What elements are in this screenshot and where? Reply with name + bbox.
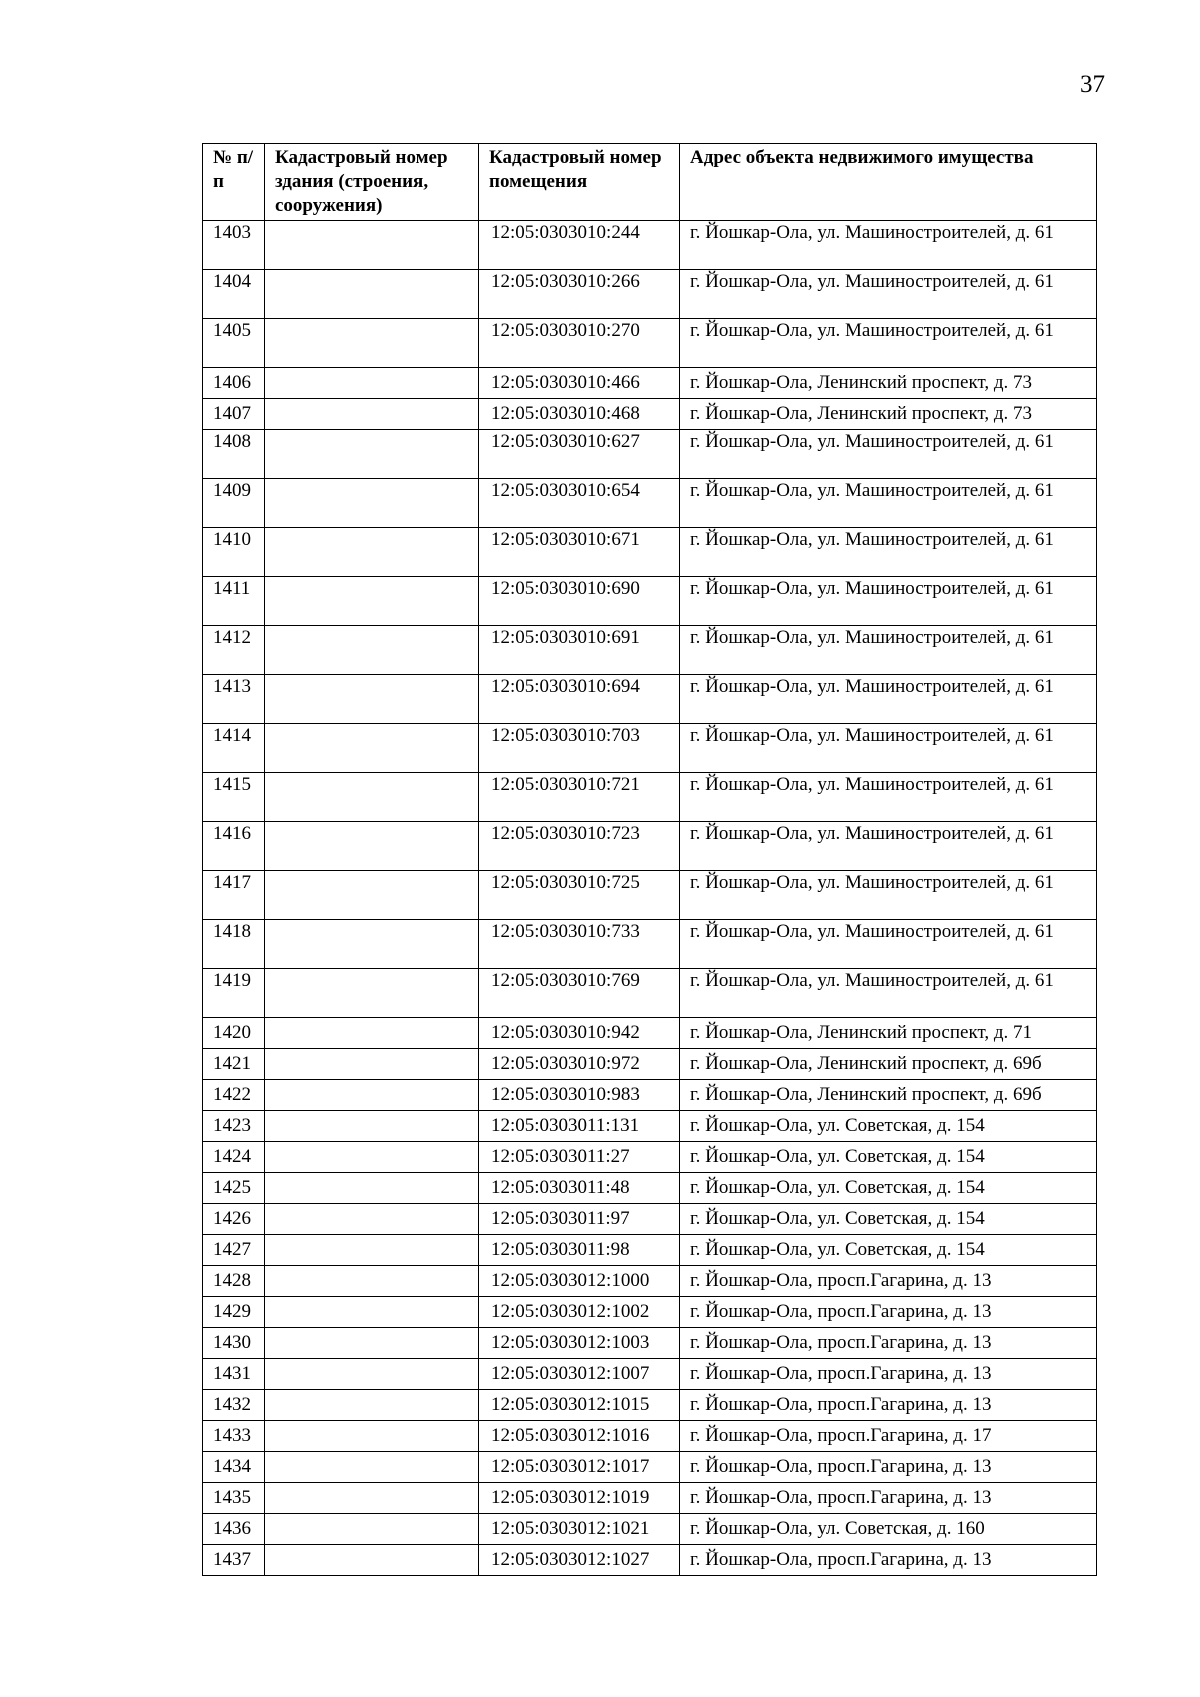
cell-building-cadastral <box>265 479 479 528</box>
cell-building-cadastral <box>265 528 479 577</box>
cell-building-cadastral <box>265 1204 479 1235</box>
cell-address: г. Йошкар-Ола, просп.Гагарина, д. 13 <box>680 1483 1097 1514</box>
cell-number: 1427 <box>203 1235 265 1266</box>
cell-address: г. Йошкар-Ола, просп.Гагарина, д. 13 <box>680 1545 1097 1576</box>
cell-number: 1436 <box>203 1514 265 1545</box>
cell-building-cadastral <box>265 1111 479 1142</box>
table-row <box>203 399 1097 430</box>
cell-room-cadastral: 12:05:0303010:691 <box>479 626 680 675</box>
table-row <box>203 1235 1097 1266</box>
cell-number: 1410 <box>203 528 265 577</box>
cell-room-cadastral: 12:05:0303010:627 <box>479 430 680 479</box>
cell-room-cadastral: 12:05:0303010:703 <box>479 724 680 773</box>
cell-room-cadastral: 12:05:0303010:466 <box>479 368 680 399</box>
cell-room-cadastral: 12:05:0303010:468 <box>479 399 680 430</box>
cell-room-cadastral: 12:05:0303012:1003 <box>479 1328 680 1359</box>
cell-address: г. Йошкар-Ола, Ленинский проспект, д. 71 <box>680 1018 1097 1049</box>
cell-room-cadastral: 12:05:0303012:1002 <box>479 1297 680 1328</box>
cell-address: г. Йошкар-Ола, ул. Машиностроителей, д. 61 <box>680 920 1097 969</box>
cell-address: г. Йошкар-Ола, ул. Машиностроителей, д. 61 <box>680 969 1097 1018</box>
cell-address: г. Йошкар-Ола, ул. Машиностроителей, д. 61 <box>680 270 1097 319</box>
table-row <box>203 479 1097 528</box>
cell-address: г. Йошкар-Ола, ул. Советская, д. 160 <box>680 1514 1097 1545</box>
cell-number: 1435 <box>203 1483 265 1514</box>
cell-room-cadastral: 12:05:0303012:1016 <box>479 1421 680 1452</box>
header-address: Адрес объекта недвижимого имущества <box>680 144 1097 221</box>
cell-room-cadastral: 12:05:0303010:694 <box>479 675 680 724</box>
cell-building-cadastral <box>265 221 479 270</box>
cell-number: 1415 <box>203 773 265 822</box>
cadastral-table <box>202 143 1097 1576</box>
cell-address: г. Йошкар-Ола, Ленинский проспект, д. 69б <box>680 1080 1097 1111</box>
table-row <box>203 1142 1097 1173</box>
cell-number: 1417 <box>203 871 265 920</box>
cell-building-cadastral <box>265 1452 479 1483</box>
cell-address: г. Йошкар-Ола, просп.Гагарина, д. 13 <box>680 1266 1097 1297</box>
table-row <box>203 1018 1097 1049</box>
cell-room-cadastral: 12:05:0303012:1019 <box>479 1483 680 1514</box>
cell-number: 1411 <box>203 577 265 626</box>
cell-number: 1407 <box>203 399 265 430</box>
page-number: 37 <box>1080 71 1105 98</box>
cell-number: 1431 <box>203 1359 265 1390</box>
cell-room-cadastral: 12:05:0303010:654 <box>479 479 680 528</box>
cell-room-cadastral: 12:05:0303010:942 <box>479 1018 680 1049</box>
cell-room-cadastral: 12:05:0303010:690 <box>479 577 680 626</box>
cell-room-cadastral: 12:05:0303011:97 <box>479 1204 680 1235</box>
cell-building-cadastral <box>265 430 479 479</box>
table-row <box>203 1421 1097 1452</box>
cell-number: 1423 <box>203 1111 265 1142</box>
table-row <box>203 822 1097 871</box>
cell-address: г. Йошкар-Ола, просп.Гагарина, д. 17 <box>680 1421 1097 1452</box>
cell-number: 1425 <box>203 1173 265 1204</box>
cell-room-cadastral: 12:05:0303010:723 <box>479 822 680 871</box>
cell-number: 1404 <box>203 270 265 319</box>
header-building-cadastral: Кадастровый номер здания (строения, сооружения) <box>265 144 479 221</box>
cell-room-cadastral: 12:05:0303010:725 <box>479 871 680 920</box>
cell-number: 1432 <box>203 1390 265 1421</box>
cell-building-cadastral <box>265 1173 479 1204</box>
table-row <box>203 1173 1097 1204</box>
cell-room-cadastral: 12:05:0303012:1015 <box>479 1390 680 1421</box>
cell-address: г. Йошкар-Ола, ул. Советская, д. 154 <box>680 1142 1097 1173</box>
table-row <box>203 430 1097 479</box>
cell-room-cadastral: 12:05:0303010:983 <box>479 1080 680 1111</box>
cell-room-cadastral: 12:05:0303010:244 <box>479 221 680 270</box>
cell-room-cadastral: 12:05:0303010:769 <box>479 969 680 1018</box>
table-row <box>203 1328 1097 1359</box>
table-row <box>203 1452 1097 1483</box>
cell-number: 1406 <box>203 368 265 399</box>
cell-address: г. Йошкар-Ола, ул. Машиностроителей, д. 61 <box>680 773 1097 822</box>
cell-address: г. Йошкар-Ола, ул. Машиностроителей, д. 61 <box>680 528 1097 577</box>
table-row <box>203 969 1097 1018</box>
cell-room-cadastral: 12:05:0303012:1027 <box>479 1545 680 1576</box>
cell-address: г. Йошкар-Ола, Ленинский проспект, д. 69б <box>680 1049 1097 1080</box>
cell-address: г. Йошкар-Ола, ул. Советская, д. 154 <box>680 1204 1097 1235</box>
table-row <box>203 368 1097 399</box>
cell-building-cadastral <box>265 319 479 368</box>
cell-building-cadastral <box>265 1483 479 1514</box>
cell-number: 1424 <box>203 1142 265 1173</box>
table-row <box>203 1514 1097 1545</box>
cell-building-cadastral <box>265 1266 479 1297</box>
cell-building-cadastral <box>265 1328 479 1359</box>
cell-number: 1416 <box>203 822 265 871</box>
table-row <box>203 221 1097 270</box>
cell-number: 1421 <box>203 1049 265 1080</box>
cell-number: 1413 <box>203 675 265 724</box>
table-row <box>203 577 1097 626</box>
cell-building-cadastral <box>265 1142 479 1173</box>
cell-number: 1426 <box>203 1204 265 1235</box>
cell-room-cadastral: 12:05:0303011:27 <box>479 1142 680 1173</box>
cell-address: г. Йошкар-Ола, Ленинский проспект, д. 73 <box>680 368 1097 399</box>
cell-building-cadastral <box>265 1545 479 1576</box>
cell-room-cadastral: 12:05:0303010:972 <box>479 1049 680 1080</box>
cell-building-cadastral <box>265 1080 479 1111</box>
cell-address: г. Йошкар-Ола, ул. Машиностроителей, д. 61 <box>680 822 1097 871</box>
table-row <box>203 528 1097 577</box>
cell-address: г. Йошкар-Ола, ул. Машиностроителей, д. 61 <box>680 430 1097 479</box>
cell-number: 1420 <box>203 1018 265 1049</box>
table-row <box>203 1483 1097 1514</box>
cell-address: г. Йошкар-Ола, просп.Гагарина, д. 13 <box>680 1359 1097 1390</box>
table-row <box>203 270 1097 319</box>
cell-building-cadastral <box>265 773 479 822</box>
cell-number: 1437 <box>203 1545 265 1576</box>
cell-number: 1409 <box>203 479 265 528</box>
cell-number: 1403 <box>203 221 265 270</box>
cell-building-cadastral <box>265 969 479 1018</box>
cell-number: 1408 <box>203 430 265 479</box>
table-body <box>203 221 1097 1576</box>
cell-room-cadastral: 12:05:0303010:671 <box>479 528 680 577</box>
table-row <box>203 871 1097 920</box>
cell-address: г. Йошкар-Ола, ул. Машиностроителей, д. 61 <box>680 871 1097 920</box>
cell-building-cadastral <box>265 270 479 319</box>
table-row <box>203 626 1097 675</box>
cell-room-cadastral: 12:05:0303010:270 <box>479 319 680 368</box>
cell-number: 1405 <box>203 319 265 368</box>
cell-building-cadastral <box>265 822 479 871</box>
cell-address: г. Йошкар-Ола, ул. Машиностроителей, д. 61 <box>680 221 1097 270</box>
table-row <box>203 1390 1097 1421</box>
cell-number: 1434 <box>203 1452 265 1483</box>
cell-room-cadastral: 12:05:0303012:1000 <box>479 1266 680 1297</box>
cell-building-cadastral <box>265 724 479 773</box>
table-row <box>203 1049 1097 1080</box>
cell-building-cadastral <box>265 1297 479 1328</box>
cell-number: 1428 <box>203 1266 265 1297</box>
cell-address: г. Йошкар-Ола, ул. Машиностроителей, д. 61 <box>680 675 1097 724</box>
cell-room-cadastral: 12:05:0303010:266 <box>479 270 680 319</box>
cell-building-cadastral <box>265 675 479 724</box>
cell-address: г. Йошкар-Ола, просп.Гагарина, д. 13 <box>680 1297 1097 1328</box>
cell-building-cadastral <box>265 1018 479 1049</box>
table-row <box>203 724 1097 773</box>
cell-number: 1414 <box>203 724 265 773</box>
cell-building-cadastral <box>265 626 479 675</box>
cell-address: г. Йошкар-Ола, ул. Машиностроителей, д. 61 <box>680 626 1097 675</box>
table-row <box>203 920 1097 969</box>
cell-address: г. Йошкар-Ола, ул. Советская, д. 154 <box>680 1235 1097 1266</box>
cell-number: 1430 <box>203 1328 265 1359</box>
cell-building-cadastral <box>265 871 479 920</box>
cell-address: г. Йошкар-Ола, ул. Машиностроителей, д. 61 <box>680 724 1097 773</box>
table-row <box>203 1297 1097 1328</box>
table-row <box>203 1359 1097 1390</box>
cell-building-cadastral <box>265 1390 479 1421</box>
cell-address: г. Йошкар-Ола, ул. Машиностроителей, д. 61 <box>680 479 1097 528</box>
cell-number: 1433 <box>203 1421 265 1452</box>
cell-number: 1429 <box>203 1297 265 1328</box>
table-row <box>203 1111 1097 1142</box>
cell-building-cadastral <box>265 1359 479 1390</box>
cell-room-cadastral: 12:05:0303010:721 <box>479 773 680 822</box>
table-row <box>203 773 1097 822</box>
cell-address: г. Йошкар-Ола, просп.Гагарина, д. 13 <box>680 1452 1097 1483</box>
cell-address: г. Йошкар-Ола, просп.Гагарина, д. 13 <box>680 1390 1097 1421</box>
table-row <box>203 1266 1097 1297</box>
table-row <box>203 1204 1097 1235</box>
cell-building-cadastral <box>265 368 479 399</box>
cell-address: г. Йошкар-Ола, ул. Советская, д. 154 <box>680 1111 1097 1142</box>
cell-address: г. Йошкар-Ола, ул. Советская, д. 154 <box>680 1173 1097 1204</box>
table-row <box>203 1545 1097 1576</box>
cell-building-cadastral <box>265 577 479 626</box>
table-row <box>203 675 1097 724</box>
cell-building-cadastral <box>265 1235 479 1266</box>
table-row <box>203 319 1097 368</box>
cell-address: г. Йошкар-Ола, Ленинский проспект, д. 73 <box>680 399 1097 430</box>
cell-building-cadastral <box>265 1514 479 1545</box>
cell-building-cadastral <box>265 920 479 969</box>
cell-number: 1419 <box>203 969 265 1018</box>
cell-address: г. Йошкар-Ола, просп.Гагарина, д. 13 <box>680 1328 1097 1359</box>
cell-room-cadastral: 12:05:0303012:1017 <box>479 1452 680 1483</box>
table-row <box>203 1080 1097 1111</box>
table-header-row <box>203 144 1097 221</box>
cell-number: 1422 <box>203 1080 265 1111</box>
cell-building-cadastral <box>265 1421 479 1452</box>
header-number: № п/п <box>203 144 265 221</box>
cell-room-cadastral: 12:05:0303010:733 <box>479 920 680 969</box>
cell-address: г. Йошкар-Ола, ул. Машиностроителей, д. 61 <box>680 577 1097 626</box>
cell-number: 1412 <box>203 626 265 675</box>
cell-building-cadastral <box>265 1049 479 1080</box>
cell-room-cadastral: 12:05:0303012:1007 <box>479 1359 680 1390</box>
cell-room-cadastral: 12:05:0303011:98 <box>479 1235 680 1266</box>
cell-room-cadastral: 12:05:0303011:131 <box>479 1111 680 1142</box>
cell-number: 1418 <box>203 920 265 969</box>
header-room-cadastral: Кадастровый номер помещения <box>479 144 680 221</box>
cell-building-cadastral <box>265 399 479 430</box>
cell-room-cadastral: 12:05:0303011:48 <box>479 1173 680 1204</box>
cell-room-cadastral: 12:05:0303012:1021 <box>479 1514 680 1545</box>
cell-address: г. Йошкар-Ола, ул. Машиностроителей, д. 61 <box>680 319 1097 368</box>
